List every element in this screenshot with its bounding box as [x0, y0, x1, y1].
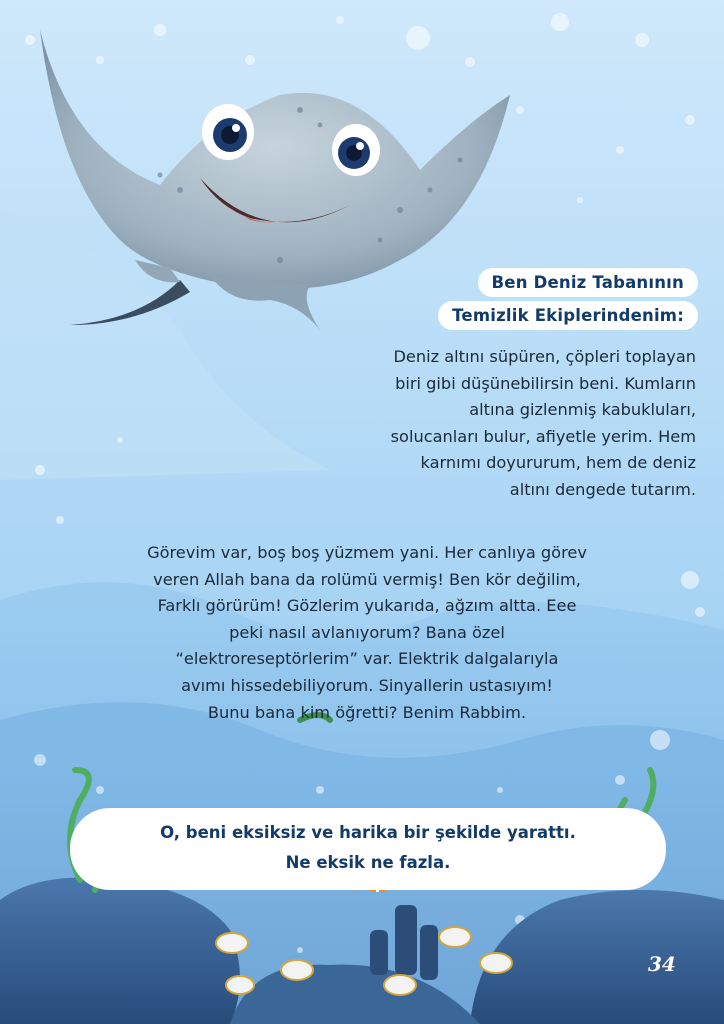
paragraph-line: Görevim var, boş boş yüzmem yani. Her canlıya görev	[147, 543, 587, 562]
page-number: 34	[648, 952, 676, 976]
paragraph-line: “elektroreseptörlerim” var. Elektrik dalgalarıyla	[175, 649, 559, 669]
heading-line-2: Temizlik Ekiplerindenim:	[438, 301, 698, 330]
paragraph-line: peki nasıl avlanıyorum? Bana özel	[229, 622, 505, 642]
paragraph-line: biri gibi düşünebilirsin beni. Kumların	[395, 373, 696, 393]
paragraph-line: karnımı doyururum, hem de deniz	[420, 453, 696, 473]
paragraph-1	[284, 344, 696, 504]
paragraph-line: solucanları bulur, afiyetle yerim. Hem	[390, 426, 696, 446]
paragraph-line: avımı hissedebiliyorum. Sinyallerin ustasıyım!	[181, 675, 553, 695]
closing-callout	[70, 808, 666, 890]
heading-line-1: Ben Deniz Tabanının	[478, 268, 698, 297]
paragraph-line: Farklı görürüm! Gözlerim yukarıda, ağzım altta. Eee	[157, 596, 577, 616]
paragraph-line: altına gizlenmiş kabukluları,	[469, 400, 696, 420]
paragraph-line: altını dengede tutarım.	[509, 479, 696, 499]
closing-line-2: Ne eksik ne fazla.	[285, 853, 451, 872]
closing-line-1: O, beni eksiksiz ve harika bir şekilde yarattı.	[160, 823, 576, 842]
paragraph-line: Bunu bana kim öğretti? Benim Rabbim.	[207, 702, 527, 722]
section-heading	[398, 268, 698, 334]
paragraph-2	[62, 540, 672, 726]
paragraph-line: Deniz altını süpüren, çöpleri toplayan	[393, 347, 696, 366]
paragraph-line: veren Allah bana da rolümü vermiş! Ben kör değilim,	[153, 569, 581, 589]
